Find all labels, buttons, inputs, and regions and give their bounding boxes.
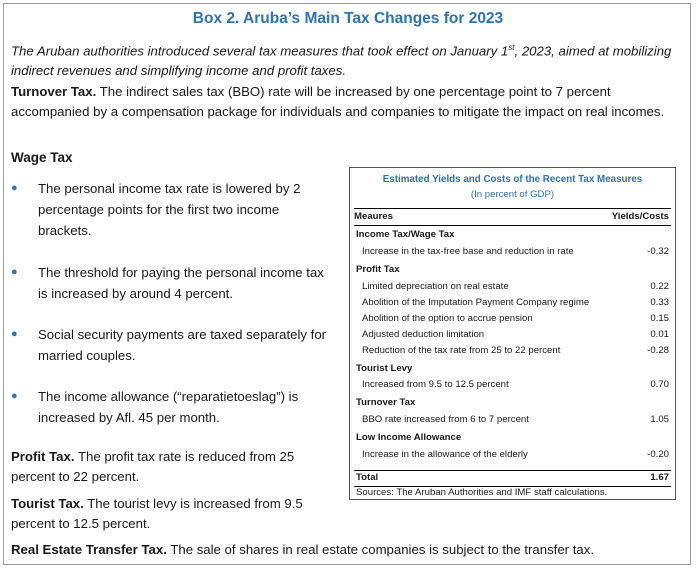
real-estate-tax-label: Real Estate Transfer Tax. bbox=[11, 542, 167, 557]
row-label: Reduction of the tax rate from 25 to 22 percent bbox=[362, 345, 561, 356]
box-title: Box 2. Aruba’s Main Tax Changes for 2023 bbox=[192, 10, 504, 27]
table-section-row bbox=[354, 396, 671, 411]
bullet-dot-icon: ● bbox=[11, 266, 18, 278]
intro-text: The Aruban authorities introduced several tax measures that took effect on January 1st, 2023, aimed at mobilizing indirect revenues and simplifying income and profit taxes. bbox=[11, 43, 672, 79]
total-row bbox=[354, 470, 671, 487]
total-value: 1.67 bbox=[650, 472, 669, 483]
table-row bbox=[354, 296, 671, 311]
table-row bbox=[354, 328, 671, 343]
table-row bbox=[354, 344, 671, 359]
table-row bbox=[354, 448, 671, 463]
row-label: BBO rate increased from 6 to 7 percent bbox=[362, 414, 529, 425]
table-section-row bbox=[354, 362, 671, 377]
row-label: Tourist Levy bbox=[356, 363, 413, 374]
total-label: Total bbox=[356, 472, 379, 483]
table-row bbox=[354, 280, 671, 295]
turnover-tax-label: Turnover Tax. bbox=[11, 84, 97, 99]
bullet-dot-icon: ● bbox=[11, 328, 18, 340]
profit-tax-label: Profit Tax. bbox=[11, 449, 75, 464]
row-value: 0.33 bbox=[650, 297, 669, 308]
header-yields-costs: Yields/Costs bbox=[611, 211, 669, 222]
row-label: Limited depreciation on real estate bbox=[362, 281, 509, 292]
tourist-tax-paragraph: Tourist Tax. The tourist levy is increased from 9.5 percent to 12.5 percent. bbox=[11, 496, 303, 531]
profit-tax-paragraph: Profit Tax. The profit tax rate is reduced from 25 percent to 22 percent. bbox=[11, 449, 295, 484]
row-label: Increase in the tax-free base and reduction in rate bbox=[362, 246, 574, 257]
table-row bbox=[354, 312, 671, 327]
wage-tax-heading: Wage Tax bbox=[11, 150, 73, 165]
bullet-dot-icon: ● bbox=[11, 182, 18, 194]
row-label: Low Income Allowance bbox=[356, 432, 462, 443]
row-value: 0.01 bbox=[650, 329, 669, 340]
row-label: Abolition of the option to accrue pension bbox=[362, 313, 533, 324]
row-label: Profit Tax bbox=[356, 264, 400, 275]
bullet-dot-icon: ● bbox=[11, 390, 18, 402]
table-title: Estimated Yields and Costs of the Recent Tax Measures bbox=[382, 174, 643, 185]
row-value: -0.28 bbox=[647, 345, 669, 356]
turnover-tax-paragraph: Turnover Tax. The indirect sales tax (BBO) rate will be increased by one percentage point to 7 percent accompanied by a compensation package for individuals and companies to mitigate the impact on real incomes. bbox=[11, 84, 665, 119]
row-value: 0.15 bbox=[650, 313, 669, 324]
real-estate-tax-paragraph: Real Estate Transfer Tax. The sale of shares in real estate companies is subject to the transfer tax. bbox=[11, 542, 594, 557]
row-label: Adjusted deduction limitation bbox=[362, 329, 485, 340]
row-value: -0.32 bbox=[647, 246, 669, 257]
row-value: 0.22 bbox=[650, 281, 669, 292]
row-value: 0.70 bbox=[650, 379, 669, 390]
row-value: -0.20 bbox=[647, 449, 669, 460]
table-section-row bbox=[354, 263, 671, 278]
row-label: Increased from 9.5 to 12.5 percent bbox=[362, 379, 509, 390]
row-value: 1.05 bbox=[650, 414, 669, 425]
table-row bbox=[354, 378, 671, 393]
table-header bbox=[354, 208, 671, 226]
header-measures: Meaures bbox=[354, 211, 393, 222]
table-subtitle: (In percent of GDP) bbox=[470, 189, 555, 200]
row-label: Abolition of the Imputation Payment Company regime bbox=[362, 297, 590, 308]
table-row bbox=[354, 413, 671, 428]
row-label: Increase in the allowance of the elderly bbox=[362, 449, 528, 460]
table-source: Sources: The Aruban Authorities and IMF staff calculations. bbox=[356, 487, 608, 498]
table-section-row bbox=[354, 228, 671, 243]
row-label: Turnover Tax bbox=[356, 397, 416, 408]
table-row bbox=[354, 245, 671, 260]
table-section-row bbox=[354, 431, 671, 446]
yields-costs-table bbox=[349, 167, 676, 500]
row-label: Income Tax/Wage Tax bbox=[356, 229, 455, 240]
tourist-tax-label: Tourist Tax. bbox=[11, 496, 84, 511]
